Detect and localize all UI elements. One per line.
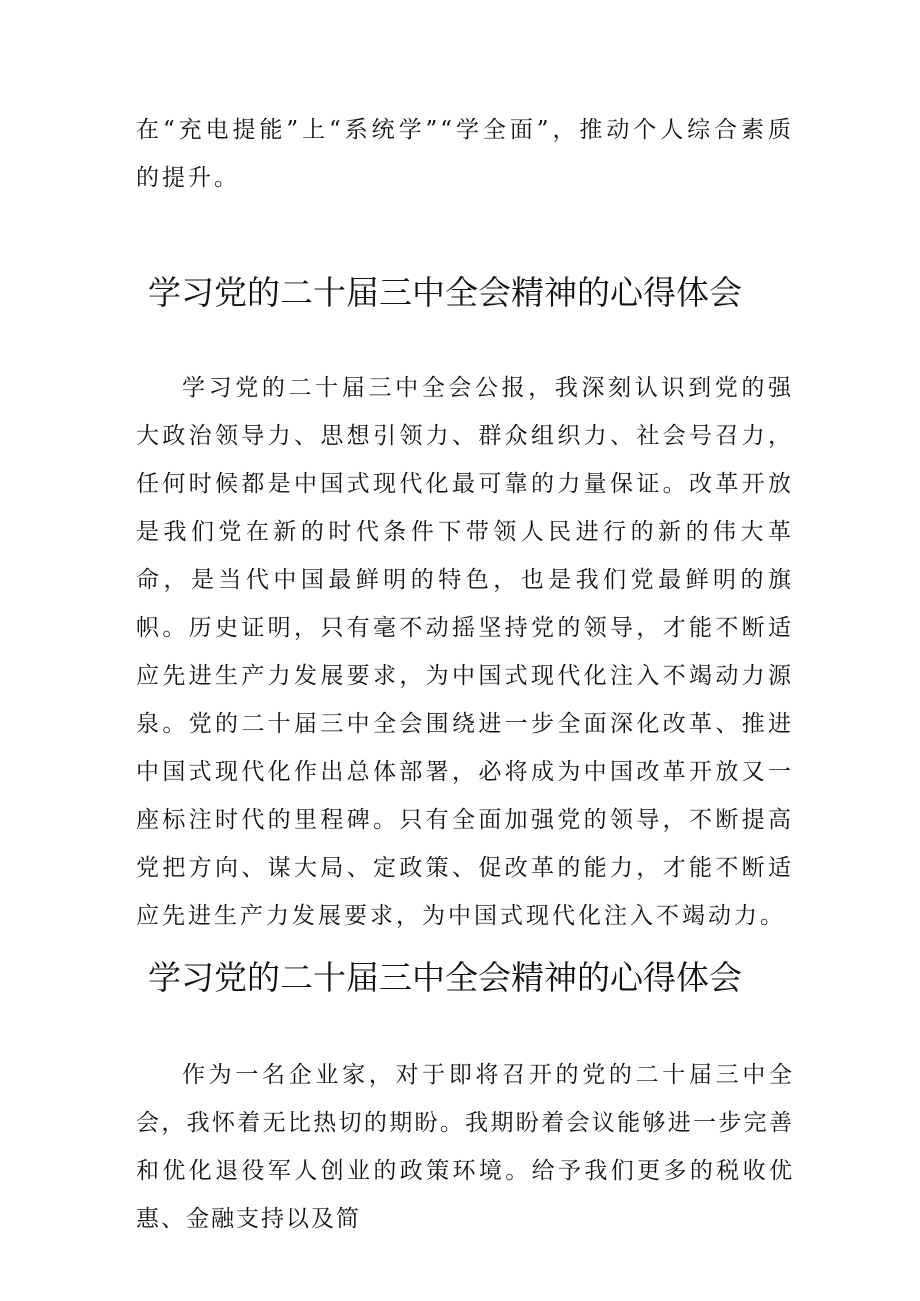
section-2-heading: 学习党的二十届三中全会精神的心得体会 (148, 958, 742, 997)
section-1-heading: 学习党的二十届三中全会精神的心得体会 (148, 273, 742, 312)
section-2-paragraph: 作为一名企业家，对于即将召开的党的二十届三中全会，我怀着无比热切的期盼。我期盼着会议能够进一步完善和优化退役军人创业的政策环境。给予我们更多的税收优惠、金融支持以及简 (136, 1062, 794, 1232)
section-1-paragraph: 学习党的二十届三中全会公报，我深刻认识到党的强大政治领导力、思想引领力、群众组织力、社会号召力，任何时候都是中国式现代化最可靠的力量保证。改革开放是我们党在新的时代条件下带领人民进行的新的伟大革命，是当代中国最鲜明的特色，也是我们党最鲜明的旗帜。历史证明，只有毫不动摇坚持党的领导，才能不断适应先进生产力发展要求，为中国式现代化注入不竭动力源泉。党的二十届三中全会围绕进一步全面深化改革、推进中国式现代化作出总体部署，必将成为中国改革开放又一座标注时代的里程碑。只有全面加强党的领导，不断提高党把方向、谋大局、定政策、促改革的能力，才能不断适应先进生产力发展要求，为中国式现代化注入不竭动力。 (136, 375, 794, 929)
intro-paragraph: 在“充电提能”上“系统学”“学全面”，推动个人综合素质的提升。 (136, 117, 794, 191)
